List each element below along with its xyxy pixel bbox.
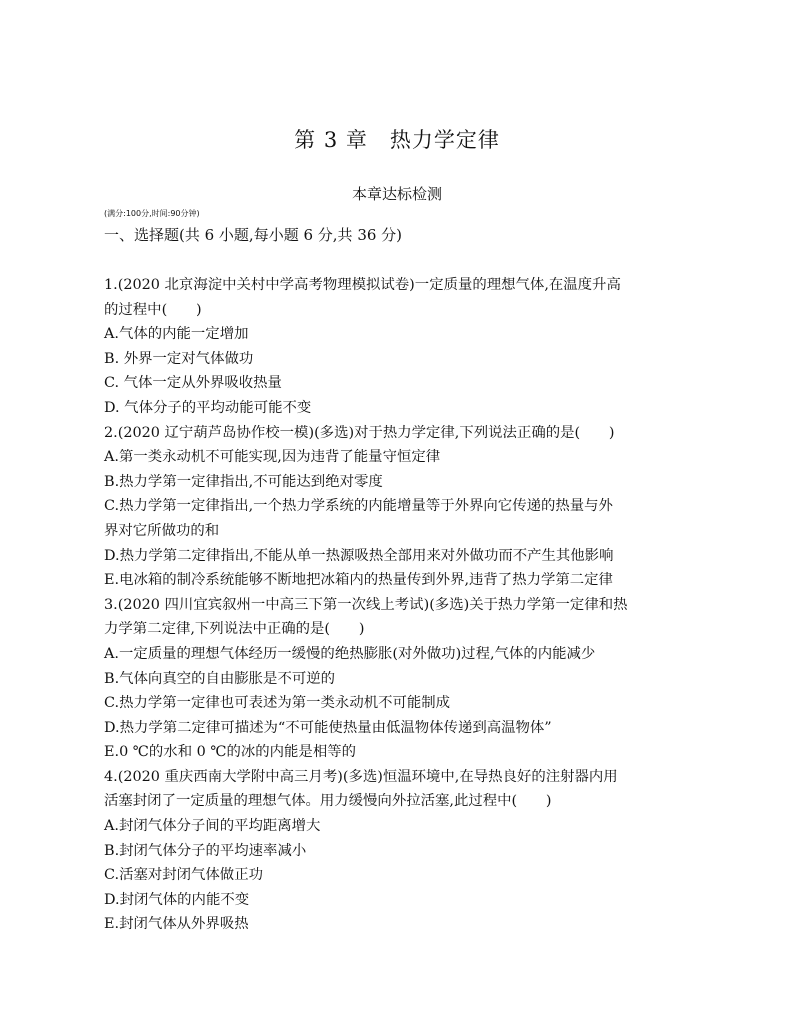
section-heading: 一、选择题(共 6 小题,每小题 6 分,共 36 分)	[104, 226, 403, 244]
text-line: E.电冰箱的制冷系统能够不断地把冰箱内的热量传到外界,违背了热力学第二定律	[104, 572, 613, 589]
text-line: 活塞封闭了一定质量的理想气体。用力缓慢向外拉活塞,此过程中( )	[104, 793, 552, 810]
exam-meta: (满分:100分,时间:90分钟)	[104, 209, 200, 218]
question-list	[104, 273, 694, 937]
text-line: 2.(2020 辽宁葫芦岛协作校一模)(多选)对于热力学定律,下列说法正确的是( )	[104, 424, 615, 441]
text-line: C.活塞对封闭气体做正功	[104, 867, 263, 884]
text-line: B.封闭气体分子的平均速率减小	[104, 842, 307, 859]
text-line: B.热力学第一定律指出,不可能达到绝对零度	[104, 473, 383, 490]
text-line: D.热力学第二定律可描述为“不可能使热量由低温物体传递到高温物体”	[104, 719, 552, 736]
section-subtitle: 本章达标检测	[351, 185, 442, 203]
text-line: D.封闭气体的内能不变	[104, 891, 250, 908]
text-line: A.第一类永动机不可能实现,因为违背了能量守恒定律	[104, 449, 441, 466]
text-line: A.一定质量的理想气体经历一缓慢的绝热膨胀(对外做功)过程,气体的内能减少	[104, 645, 596, 662]
text-line: B.气体向真空的自由膨胀是不可逆的	[104, 670, 336, 687]
text-line: A.气体的内能一定增加	[104, 326, 249, 343]
text-line: C.热力学第一定律指出,一个热力学系统的内能增量等于外界向它传递的热量与外	[104, 498, 613, 515]
text-line: 3.(2020 四川宜宾叙州一中高三下第一次线上考试)(多选)关于热力学第一定律和热	[104, 596, 628, 613]
text-line: C.热力学第一定律也可表述为第一类永动机不可能制成	[104, 695, 451, 712]
text-line: 力学第二定律,下列说法中正确的是( )	[104, 621, 365, 638]
text-line: C. 气体一定从外界吸收热量	[104, 375, 282, 392]
text-line: 1.(2020 北京海淀中关村中学高考物理模拟试卷)一定质量的理想气体,在温度升高	[104, 277, 621, 293]
text-line: D. 气体分子的平均动能可能不变	[104, 399, 312, 416]
text-line: A.封闭气体分子间的平均距离增大	[104, 818, 321, 835]
text-line: 的过程中( )	[104, 301, 202, 318]
text-line: D.热力学第二定律指出,不能从单一热源吸热全部用来对外做功而不产生其他影响	[104, 547, 614, 564]
text-line: E.封闭气体从外界吸热	[104, 916, 249, 933]
text-line: B. 外界一定对气体做功	[104, 350, 254, 367]
text-line: E.0 ℃的水和 0 ℃的冰的内能是相等的	[104, 744, 356, 761]
text-line: 4.(2020 重庆西南大学附中高三月考)(多选)恒温环境中,在导热良好的注射器内用	[104, 768, 618, 785]
chapter-title: 第 3 章 热力学定律	[294, 128, 500, 152]
text-line: 界对它所做功的和	[104, 522, 220, 539]
